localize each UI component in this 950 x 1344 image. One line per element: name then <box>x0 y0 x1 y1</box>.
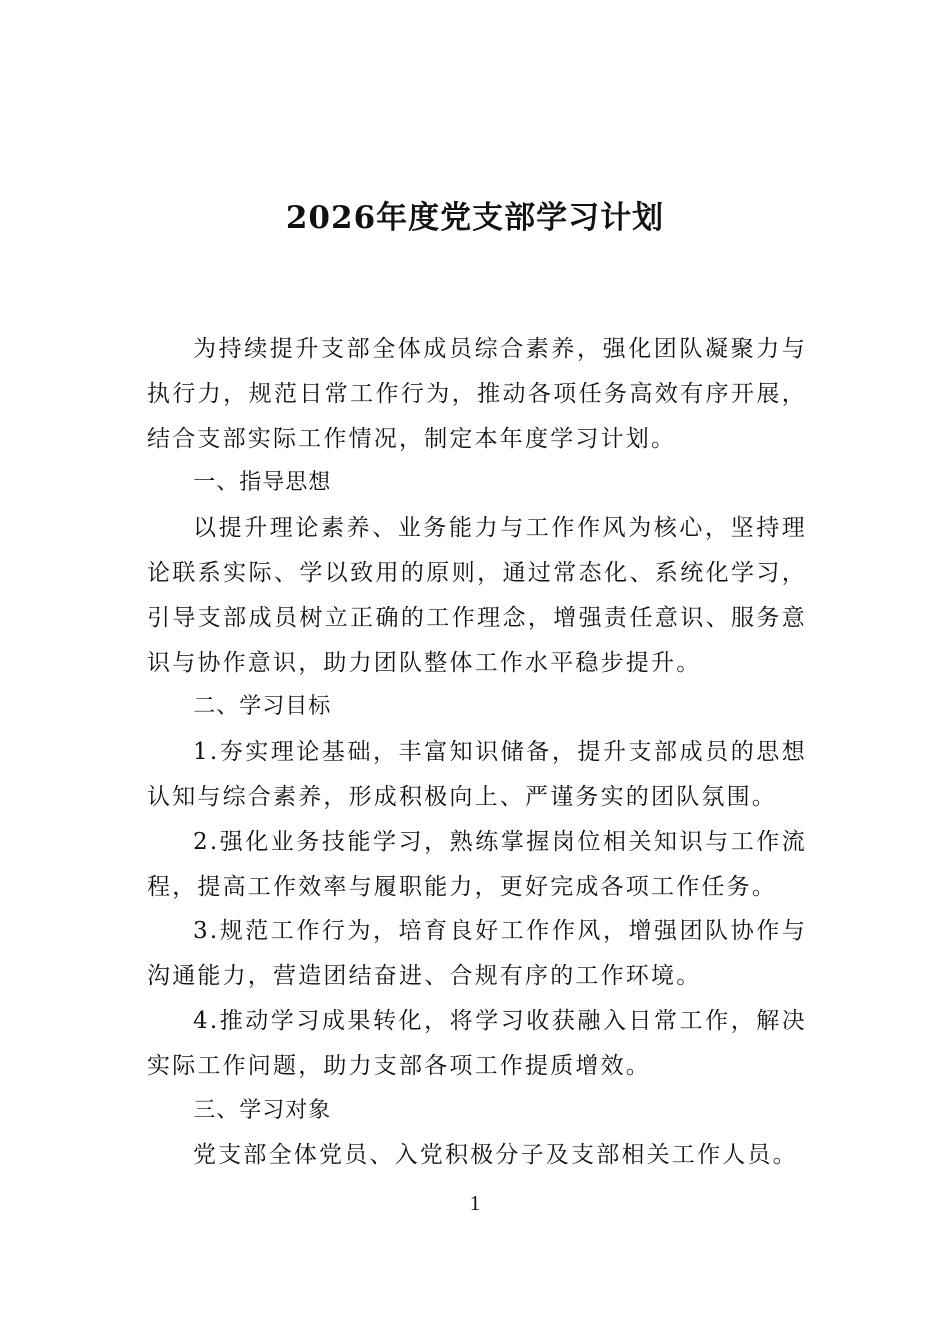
guiding-ideology-paragraph: 以提升理论素养、业务能力与工作作风为核心，坚持理论联系实际、学以致用的原则，通过常态化、系统化学习，引导支部成员树立正确的工作理念，增强责任意识、服务意识与协作意识，助力团队整体工作水平稳步提升。 <box>147 515 807 676</box>
section-heading-learning-targets: 三、学习对象 <box>193 1097 332 1123</box>
document-title: 2026年度党支部学习计划 <box>285 200 665 236</box>
intro-paragraph: 为持续提升支部全体成员综合素养，强化团队凝聚力与执行力，规范日常工作行为，推动各项任务高效有序开展，结合支部实际工作情况，制定本年度学习计划。 <box>147 336 807 452</box>
document-body <box>147 327 807 1178</box>
learning-goal-item-4: 4.推动学习成果转化，将学习收获融入日常工作，解决实际工作问题，助力支部各项工作提质增效。 <box>147 1007 807 1079</box>
learning-goal-item-3: 3.规范工作行为，培育良好工作作风，增强团队协作与沟通能力，营造团结奋进、合规有序的工作环境。 <box>147 918 807 990</box>
learning-goal-item-1: 1.夯实理论基础，丰富知识储备，提升支部成员的思想认知与综合素养，形成积极向上、严谨务实的团队氛围。 <box>147 739 807 810</box>
learning-targets-paragraph: 党支部全体党员、入党积极分子及支部相关工作人员。 <box>193 1142 798 1169</box>
section-heading-guiding-ideology: 一、指导思想 <box>193 470 332 496</box>
learning-goal-item-2: 2.强化业务技能学习，熟练掌握岗位相关知识与工作流程，提高工作效率与履职能力，更好完成各项工作任务。 <box>147 828 807 900</box>
section-heading-learning-goals: 二、学习目标 <box>193 694 332 720</box>
page-number: 1 <box>469 1191 481 1215</box>
